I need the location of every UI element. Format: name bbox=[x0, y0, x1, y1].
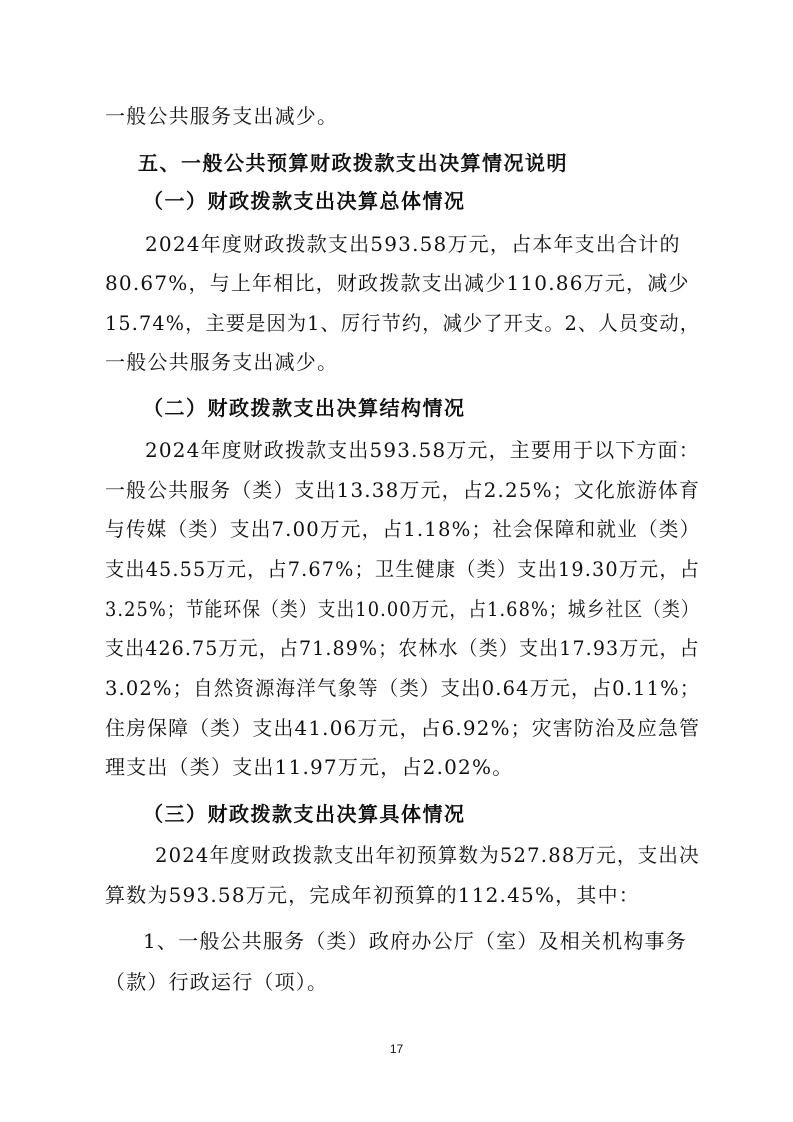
paragraph-text: 与传媒（类）支出7.00万元，占1.18%；社会保障和就业（类） bbox=[105, 517, 701, 541]
paragraph-line bbox=[0, 342, 793, 382]
paragraph-text: 支出45.55万元，占7.67%；卫生健康（类）支出19.30万元，占 bbox=[105, 557, 701, 581]
paragraph-text: 3.25%；节能环保（类）支出10.00万元，占1.68%；城乡社区（类） bbox=[105, 597, 700, 621]
paragraph-text: 15.74%，主要是因为1、厉行节约，减少了开支。2、人员变动， bbox=[105, 311, 701, 335]
paragraph-line bbox=[0, 921, 793, 961]
subsection-heading bbox=[0, 794, 793, 834]
paragraph-text: 一般公共服务（类）支出13.38万元，占2.25%；文化旅游体育 bbox=[105, 478, 701, 502]
paragraph-text: 住房保障（类）支出41.06万元，占6.92%；灾害防治及应急管 bbox=[105, 716, 701, 740]
paragraph-text: 一般公共服务支出减少。 bbox=[105, 350, 339, 374]
subsection-heading-text: （三）财政拨款支出决算具体情况 bbox=[143, 802, 466, 826]
paragraph-line bbox=[0, 470, 793, 510]
paragraph-text: 80.67%，与上年相比，财政拨款支出减少110.86万元，减少 bbox=[105, 271, 690, 295]
paragraph-text: 3.02%；自然资源海洋气象等（类）支出0.64万元，占0.11%； bbox=[105, 676, 701, 700]
paragraph-text: 2024年度财政拨款支出年初预算数为527.88万元，支出决 bbox=[155, 843, 700, 867]
subsection-heading bbox=[0, 181, 793, 221]
paragraph-line bbox=[0, 224, 793, 264]
paragraph-line bbox=[0, 263, 793, 303]
paragraph-text: 理支出（类）支出11.97万元，占2.02%。 bbox=[105, 755, 514, 779]
page-number: 17 bbox=[389, 1042, 404, 1056]
section-heading-text: 五、一般公共预算财政拨款支出决算情况说明 bbox=[138, 151, 568, 175]
paragraph-line bbox=[0, 747, 793, 787]
subsection-heading bbox=[0, 388, 793, 428]
subsection-heading-text: （一）财政拨款支出决算总体情况 bbox=[143, 189, 466, 213]
subsection-heading-text: （二）财政拨款支出决算结构情况 bbox=[143, 396, 466, 420]
paragraph-line bbox=[0, 962, 793, 1002]
paragraph-text: 支出426.75万元，占71.89%；农林水（类）支出17.93万元，占 bbox=[105, 636, 700, 660]
paragraph-line bbox=[0, 549, 793, 589]
paragraph-text: 2024年度财政拨款支出593.58万元，占本年支出合计的 bbox=[145, 232, 681, 256]
paragraph-line bbox=[0, 708, 793, 748]
paragraph-line bbox=[0, 589, 793, 629]
paragraph-line bbox=[0, 509, 793, 549]
paragraph-text: 算数为593.58万元，完成年初预算的112.45%，其中： bbox=[105, 883, 640, 907]
paragraph-line bbox=[0, 96, 793, 136]
section-heading bbox=[0, 143, 793, 183]
paragraph-text: （款）行政运行（项）。 bbox=[105, 970, 329, 994]
paragraph-text: 1、一般公共服务（类）政府办公厅（室）及相关机构事务 bbox=[143, 929, 687, 953]
paragraph-line bbox=[0, 875, 793, 915]
paragraph-line bbox=[0, 303, 793, 343]
paragraph-text: 一般公共服务支出减少。 bbox=[105, 104, 339, 128]
paragraph-line bbox=[0, 668, 793, 708]
paragraph-text: 2024年度财政拨款支出593.58万元，主要用于以下方面： bbox=[145, 438, 700, 462]
paragraph-line bbox=[0, 430, 793, 470]
paragraph-line bbox=[0, 835, 793, 875]
paragraph-line bbox=[0, 628, 793, 668]
